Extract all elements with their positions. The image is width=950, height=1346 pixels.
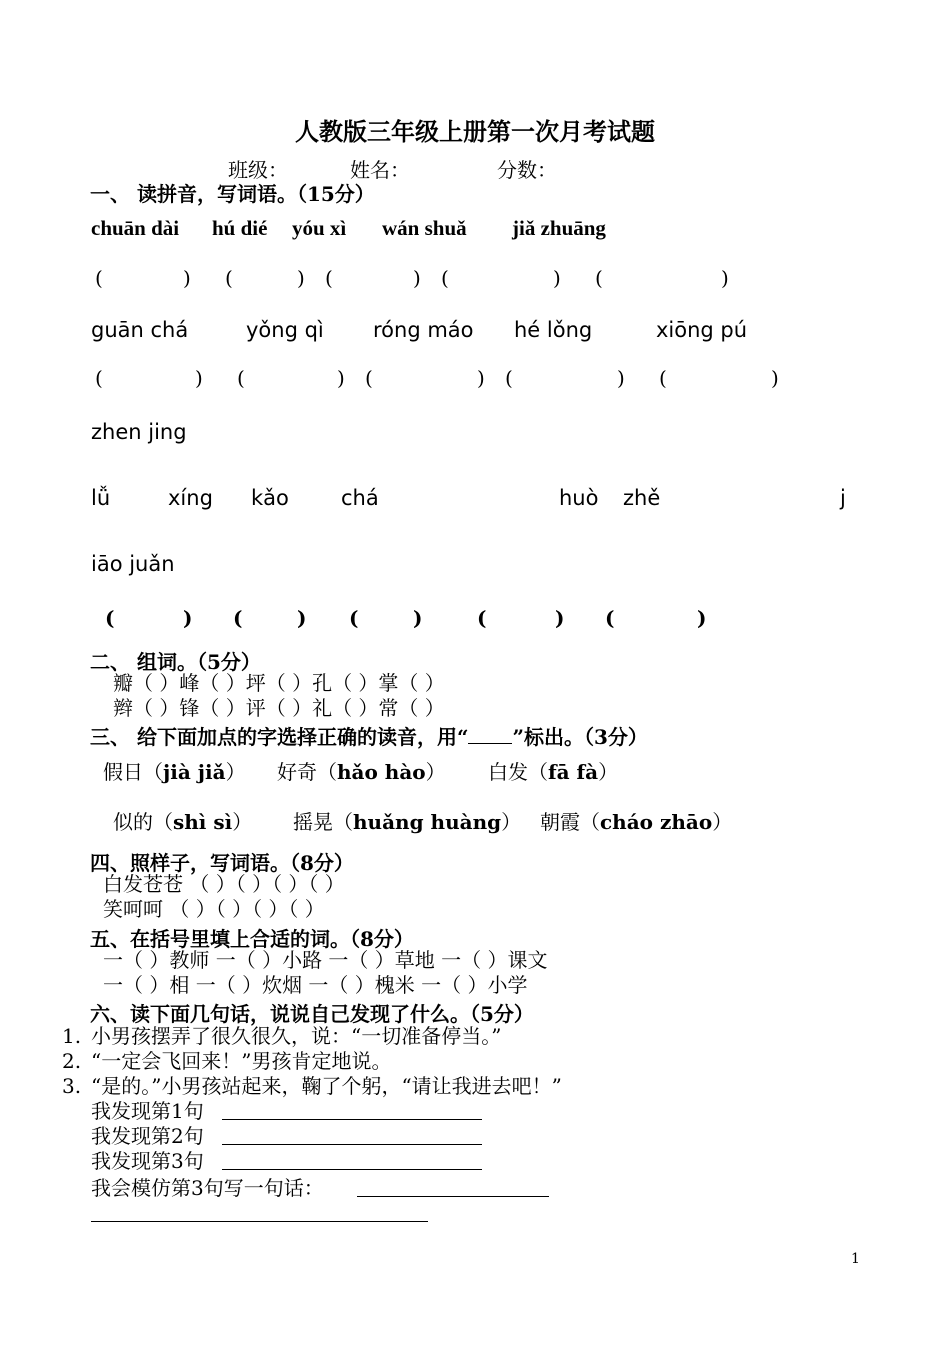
page-title: 人教版三年级上册第一次月考试题 bbox=[295, 117, 655, 146]
class-label: 班级： bbox=[228, 158, 288, 182]
section-4-line-1[interactable]: 白发苍苍 （ ）（ ）（ ）（ ） bbox=[103, 872, 345, 896]
find-1-label: 我发现第1句 bbox=[91, 1099, 204, 1123]
reading-choice-1[interactable] bbox=[103, 760, 246, 785]
choice-pinyin: fā fà bbox=[548, 760, 599, 784]
find-3-label: 我发现第3句 bbox=[91, 1149, 204, 1173]
find-2-label: 我发现第2句 bbox=[91, 1124, 204, 1148]
pinyin-4-3: kǎo bbox=[251, 486, 289, 510]
section-3-heading bbox=[90, 721, 648, 750]
pinyin-4-1: lǚ bbox=[91, 486, 111, 510]
choice-word: 朝霞（ bbox=[540, 810, 600, 834]
pinyin-2-5: xiōng pú bbox=[656, 318, 748, 342]
reading-choice-2[interactable] bbox=[277, 760, 446, 785]
pinyin-2-3: róng máo bbox=[373, 318, 474, 342]
pinyin-1-3: yóu xì bbox=[292, 216, 347, 240]
pinyin-5: iāo juǎn bbox=[91, 552, 175, 576]
section-4-line-2[interactable]: 笑呵呵 （ ）（ ）（ ）（ ） bbox=[103, 897, 325, 921]
choice-pinyin: hǎo hào bbox=[337, 760, 426, 784]
pinyin-1-5: jiǎ zhuāng bbox=[512, 216, 606, 240]
find-3-answer-line[interactable] bbox=[222, 1169, 482, 1170]
pinyin-1-2: hú dié bbox=[212, 216, 268, 240]
page-number: 1 bbox=[851, 1251, 860, 1267]
reading-choice-5[interactable] bbox=[293, 810, 521, 835]
choice-pinyin: jià jiǎ bbox=[163, 760, 226, 784]
reading-choice-4[interactable] bbox=[113, 810, 252, 835]
section-5-line-2[interactable]: 一（ ）相 一（ ）炊烟 一（ ）槐米 一（ ）小学 bbox=[103, 973, 528, 997]
sentence-3: “是的。”小男孩站起来，鞠了个躬，“请让我进去吧！” bbox=[91, 1074, 562, 1098]
pinyin-2-2: yǒng qì bbox=[246, 318, 324, 342]
pinyin-2-4: hé lǒng bbox=[514, 318, 593, 342]
choice-word: 假日（ bbox=[103, 760, 163, 784]
reading-choice-3[interactable] bbox=[488, 760, 618, 785]
section-5-line-1[interactable]: 一（ ）教师 一（ ）小路 一（ ）草地 一（ ）课文 bbox=[103, 948, 548, 972]
sentence-2: “一定会飞回来！”男孩肯定地说。 bbox=[91, 1049, 392, 1073]
section-2-line-1[interactable]: 瓣（ ）峰（ ）坪（ ）孔（ ）掌（ ） bbox=[113, 671, 445, 695]
choice-end: ） bbox=[501, 810, 522, 834]
choice-word: 好奇（ bbox=[277, 760, 337, 784]
find-1-answer-line[interactable] bbox=[222, 1119, 482, 1120]
section-3-heading-pre: 三、 给下面加点的字选择正确的读音，用“ bbox=[90, 725, 469, 749]
pinyin-3: zhen jing bbox=[91, 420, 187, 444]
pinyin-2-1: guān chá bbox=[91, 318, 189, 342]
choice-end: ） bbox=[425, 760, 446, 784]
choice-end: ） bbox=[598, 760, 619, 784]
section-4-heading: 四、照样子，写词语。（8分） bbox=[90, 851, 354, 875]
pinyin-4-2: xíng bbox=[168, 486, 213, 510]
sentence-2-number: 2. bbox=[62, 1049, 82, 1073]
section-6-heading: 六、读下面几句话，说说自己发现了什么。（5分） bbox=[90, 1002, 534, 1026]
reading-choice-6[interactable] bbox=[540, 810, 732, 835]
choice-pinyin: cháo zhāo bbox=[600, 810, 713, 834]
find-2-answer-line[interactable] bbox=[222, 1144, 482, 1145]
name-label: 姓名： bbox=[350, 158, 410, 182]
sentence-1: 小男孩摆弄了很久很久，说：“一切准备停当。” bbox=[91, 1024, 502, 1048]
choice-word: 摇晃（ bbox=[293, 810, 353, 834]
choice-end: ） bbox=[712, 810, 733, 834]
sentence-3-number: 3. bbox=[62, 1074, 82, 1098]
pinyin-1-1: chuān dài bbox=[91, 216, 180, 240]
imitate-label: 我会模仿第3句写一句话： bbox=[91, 1176, 324, 1200]
choice-end: ） bbox=[225, 760, 246, 784]
choice-pinyin: shì sì bbox=[173, 810, 233, 834]
choice-word: 白发（ bbox=[488, 760, 548, 784]
pinyin-1-4: wán shuǎ bbox=[382, 216, 467, 240]
choice-word: 似的（ bbox=[113, 810, 173, 834]
section-3-heading-post: ”标出。（3分） bbox=[512, 725, 648, 749]
sentence-1-number: 1. bbox=[62, 1024, 82, 1048]
pinyin-4-7: j bbox=[840, 486, 846, 510]
choice-end: ） bbox=[232, 810, 253, 834]
section-2-heading: 二、 组词。（5分） bbox=[90, 650, 261, 674]
pinyin-4-6: zhě bbox=[623, 486, 661, 510]
score-label: 分数： bbox=[497, 158, 557, 182]
imitate-answer-line-2[interactable] bbox=[91, 1221, 428, 1222]
pinyin-4-5: huò bbox=[559, 486, 599, 510]
section-2-line-2[interactable]: 辫（ ）锋（ ）评（ ）礼（ ）常（ ） bbox=[113, 696, 445, 720]
choice-pinyin: huǎng huàng bbox=[353, 810, 502, 834]
imitate-answer-line[interactable] bbox=[357, 1196, 549, 1197]
section-1-heading: 一、 读拼音，写词语。（15分） bbox=[90, 182, 375, 206]
pinyin-4-4: chá bbox=[341, 486, 379, 510]
section-5-heading: 五、在括号里填上合适的词。（8分） bbox=[90, 927, 414, 951]
underline-mark bbox=[468, 723, 512, 744]
